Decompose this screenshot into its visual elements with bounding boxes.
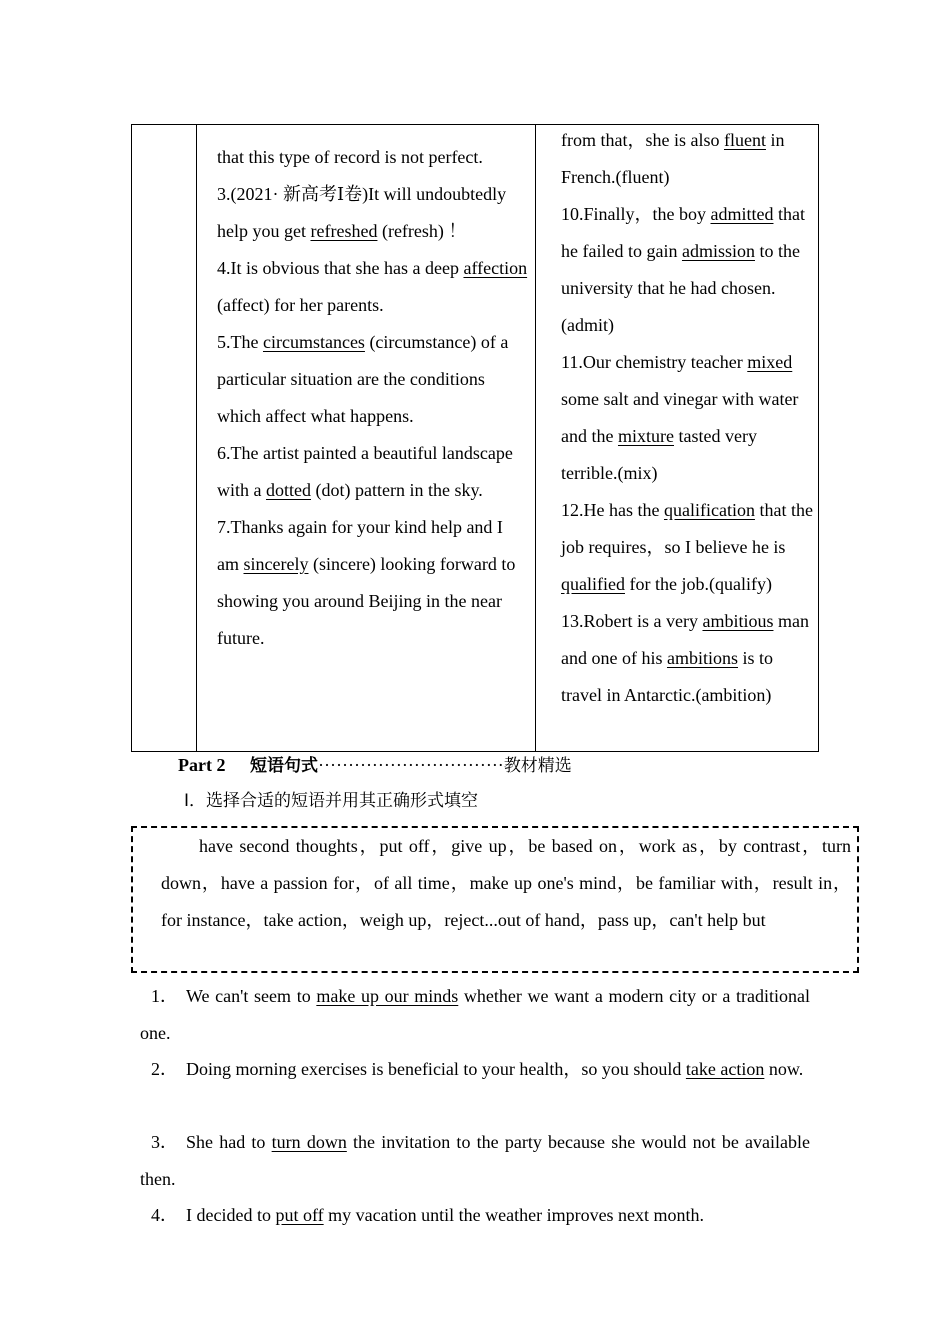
answer-blank: admission <box>681 241 755 261</box>
question-number: 1． <box>151 986 178 1006</box>
text-run: (dot) pattern in the sky. <box>311 480 483 500</box>
text-run: She had to <box>186 1132 272 1152</box>
answer-blank: make up our minds <box>316 986 459 1006</box>
text-run: to the university that he had chosen.(admit) <box>561 241 800 335</box>
table-item <box>561 122 813 196</box>
text-run: 6.The artist painted a beautiful landscape with a <box>217 443 513 500</box>
part2-title: 短语句式 <box>249 756 318 776</box>
table-divider <box>535 125 536 751</box>
text-run: my vacation until the weather improves next month. <box>323 1205 705 1225</box>
text-run: 7.Thanks again for your kind help and I am <box>217 517 503 574</box>
text-run: 13.Robert is a very <box>561 611 703 631</box>
text-run: 5.The <box>217 332 263 352</box>
text-run: (affect) for her parents. <box>217 295 384 315</box>
answer-blank: fluent <box>723 130 766 150</box>
answer-blank: dotted <box>266 480 311 500</box>
table-item <box>217 139 529 176</box>
question-number: 4． <box>151 1205 178 1225</box>
table-divider <box>196 125 197 751</box>
table-item <box>561 492 813 603</box>
text-run: is to travel in Antarctic.(ambition) <box>561 648 773 705</box>
answer-blank: qualified <box>561 574 625 594</box>
part2-label: Part 2 <box>178 755 226 775</box>
answer-blank: turn down <box>271 1132 347 1152</box>
part2-dots: ······························· <box>317 755 504 775</box>
text-run: man and one of his <box>561 611 809 668</box>
answer-blank: mixed <box>747 352 793 372</box>
answer-blank: qualification <box>663 500 755 520</box>
phrase-box <box>131 826 859 973</box>
part2-heading <box>178 754 572 777</box>
text-run: now. <box>764 1059 804 1079</box>
answer-blank: put off <box>275 1205 324 1225</box>
question-number: 3． <box>151 1132 178 1152</box>
table-item <box>561 344 813 492</box>
answer-blank: admitted <box>710 204 774 224</box>
question-item <box>140 1124 810 1198</box>
text-run: some salt and vinegar with water and the <box>561 389 799 446</box>
question-item <box>140 1051 810 1088</box>
answer-blank: circumstances <box>262 332 365 352</box>
text-run: Doing morning exercises is beneficial to your health，so you should <box>186 1059 686 1079</box>
text-run: that the job requires，so I believe he is <box>561 500 813 557</box>
question-item <box>140 978 810 1052</box>
table-middle-column <box>217 125 529 751</box>
question-item <box>140 1197 810 1234</box>
answer-blank: sincerely <box>243 554 309 574</box>
text-run: 10.Finally，the boy <box>561 204 711 224</box>
text-run: 4.It is obvious that she has a deep <box>217 258 464 278</box>
answer-blank: mixture <box>617 426 674 446</box>
answer-blank: ambitious <box>702 611 774 631</box>
text-run: in French.(fluent) <box>561 130 785 187</box>
answer-blank: take action <box>685 1059 765 1079</box>
table-item <box>561 603 813 714</box>
table-right-column <box>561 122 813 751</box>
table-item <box>561 196 813 344</box>
text-run: the invitation to the party because she would not be available then. <box>140 1132 810 1189</box>
text-run: that this type of record is not perfect. <box>217 147 483 167</box>
text-run: 11.Our chemistry teacher <box>561 352 748 372</box>
text-run: whether we want a modern city or a traditional one. <box>140 986 810 1043</box>
text-run: for the job.(qualify) <box>624 574 772 594</box>
text-run: 3.(2021· 新高考Ⅰ卷)It will undoubtedly help you get <box>217 184 507 241</box>
answer-blank: refreshed <box>310 221 378 241</box>
table-item <box>217 250 529 324</box>
answer-blank: ambitions <box>666 648 738 668</box>
table-item <box>217 324 529 435</box>
text-run: from that，she is also <box>561 130 724 150</box>
question-number: 2． <box>151 1059 178 1079</box>
text-run: 12.He has the <box>561 500 664 520</box>
text-run: I decided to <box>186 1205 276 1225</box>
phrase-text: have second thoughts，put off，give up，be based on，work as，by contrast，turn down，have a passion for，of all time，make up one's mind，be familiar with，result in，for instance，take action，weigh up，reject...out of hand，pass up，can't help but <box>161 836 851 930</box>
section-title: Ⅰ．选择合适的短语并用其正确形式填空 <box>184 791 479 811</box>
part2-source: 教材精选 <box>503 756 572 776</box>
table-item <box>217 435 529 509</box>
text-run: (sincere) looking forward to showing you around Beijing in the near future. <box>217 554 516 648</box>
text-run: (refresh) ！ <box>377 221 467 241</box>
text-run: We can't seem to <box>186 986 317 1006</box>
table-item <box>217 509 529 657</box>
vocab-table <box>131 124 819 752</box>
answer-blank: affection <box>463 258 528 278</box>
text-run: that he failed to gain <box>561 204 805 261</box>
table-item <box>217 176 529 250</box>
text-run: tasted very terrible.(mix) <box>561 426 757 483</box>
phrase-list <box>161 828 851 939</box>
text-run: (circumstance) of a particular situation are the conditions which affect what happens. <box>217 332 509 426</box>
